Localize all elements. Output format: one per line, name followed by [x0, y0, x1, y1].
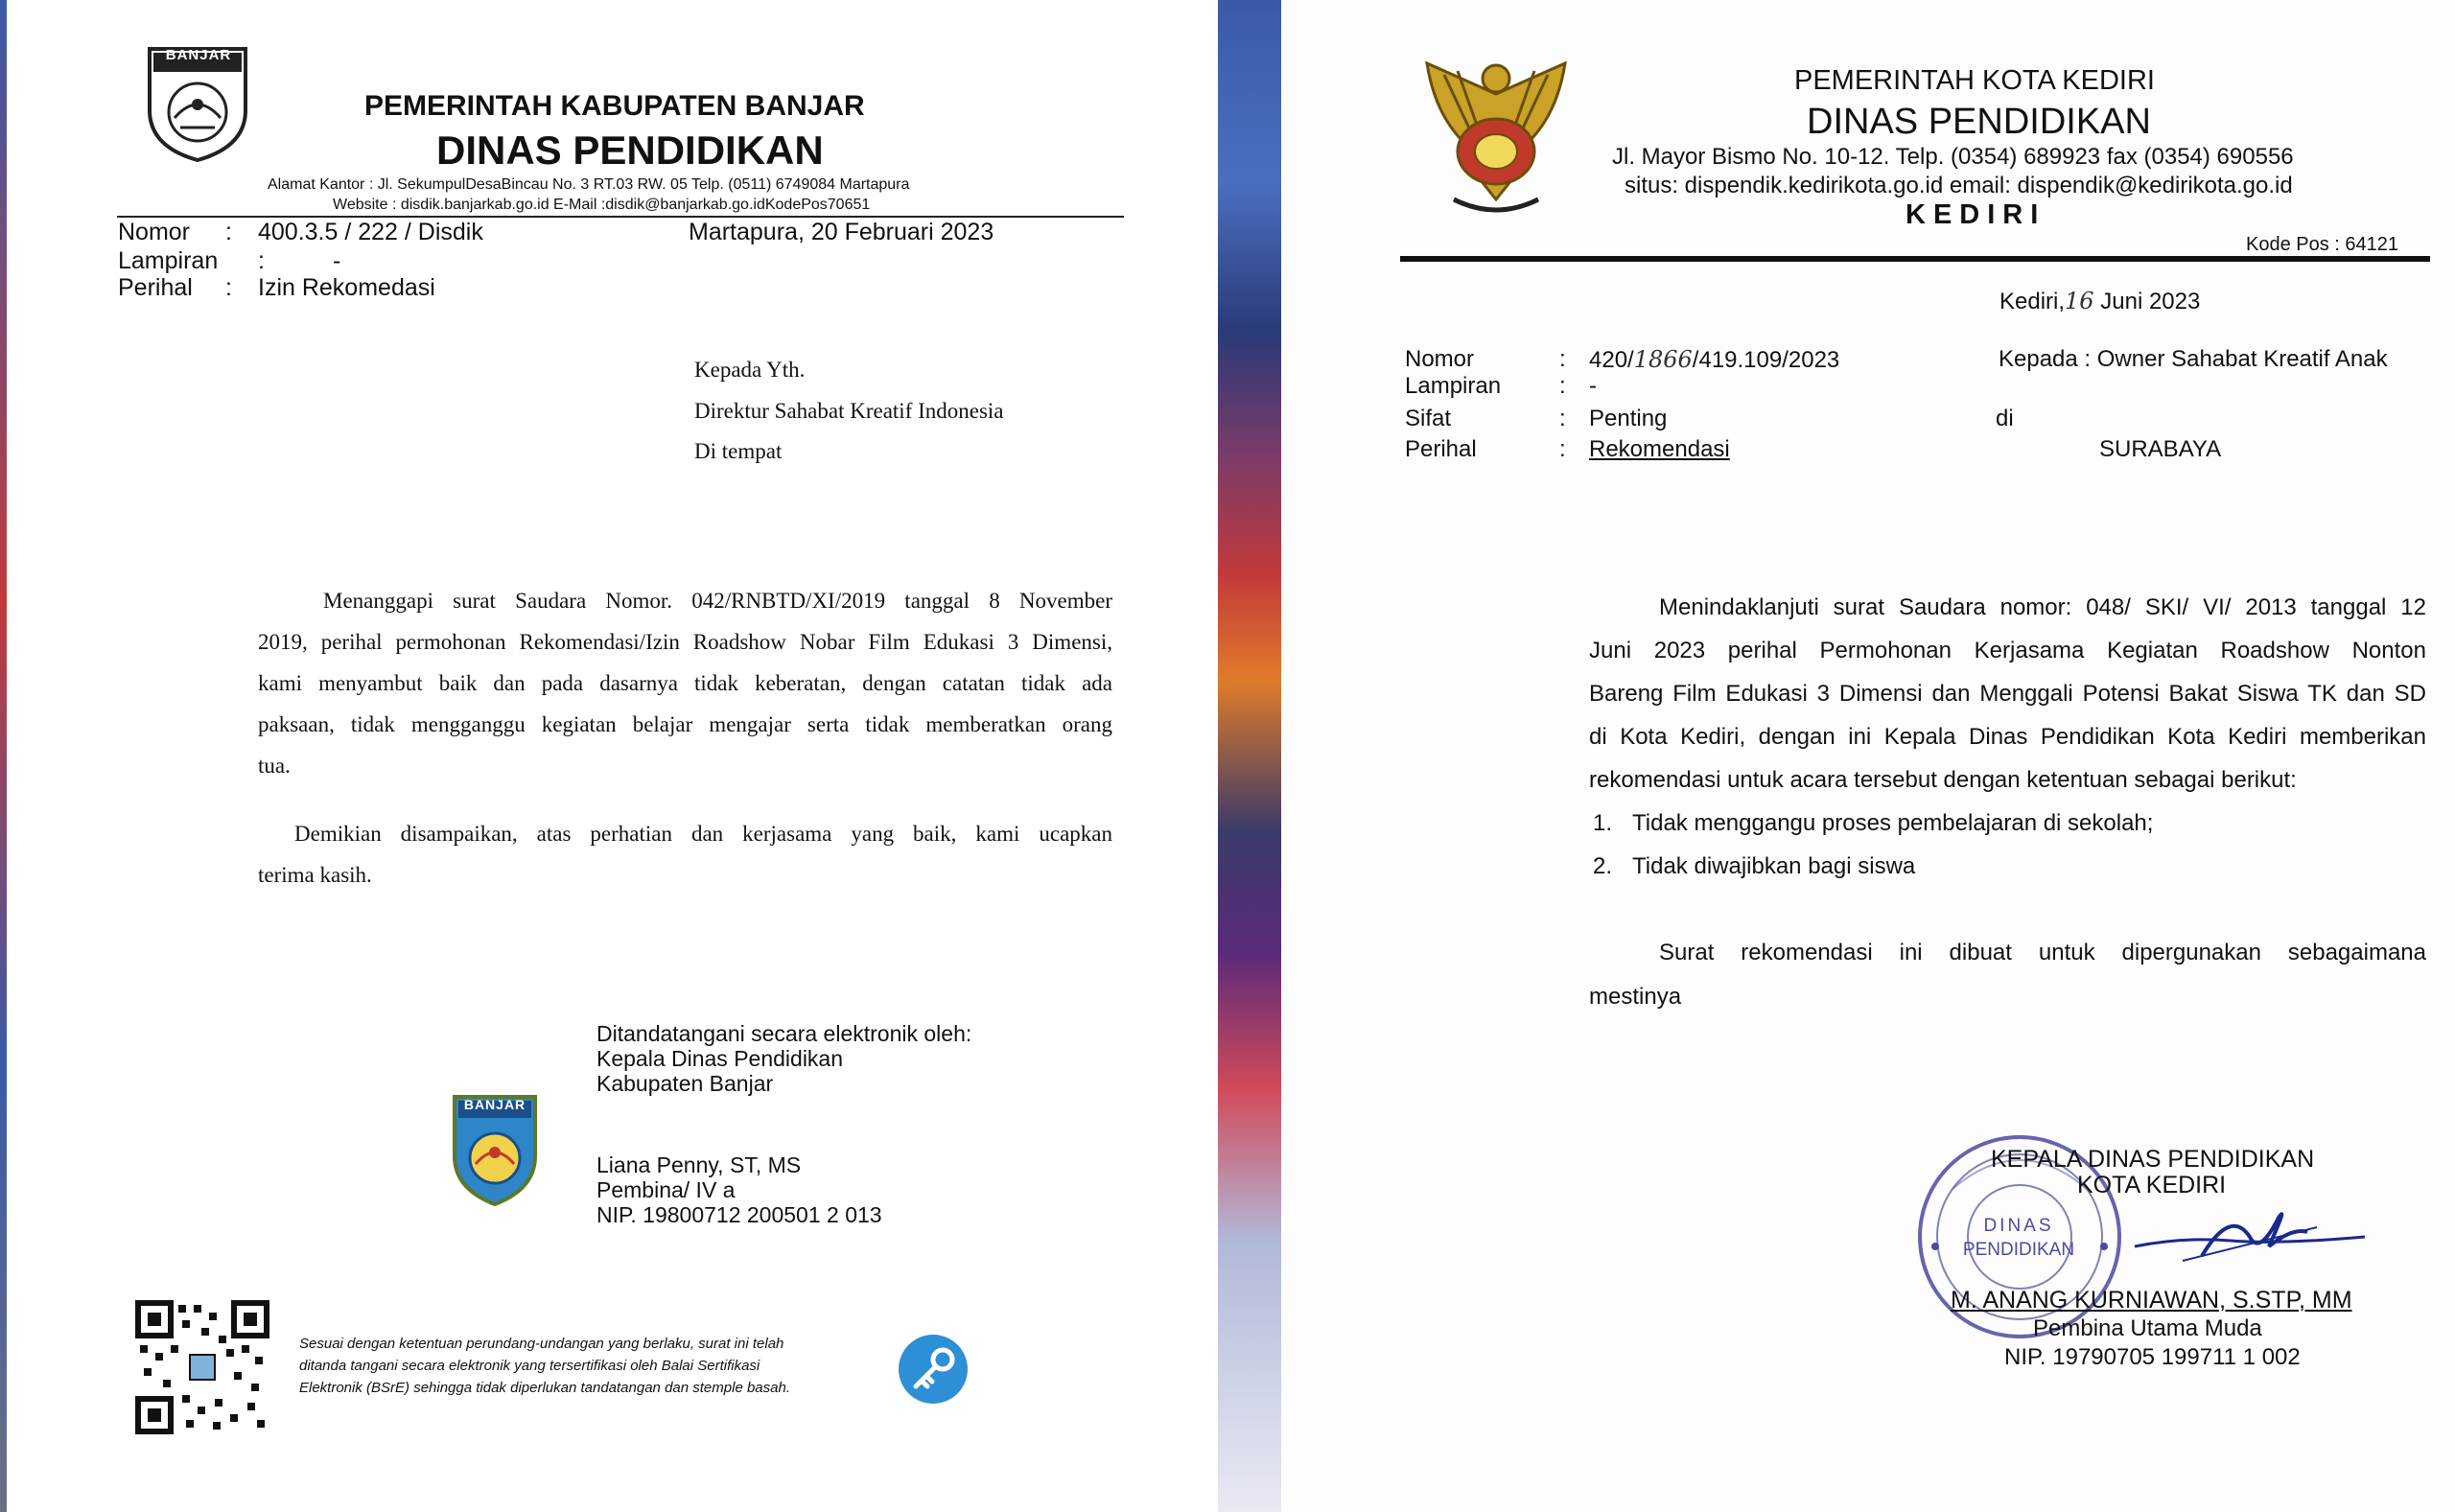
kediri-body-p1-line5: rekomendasi untuk acara tersebut dengan ketentuan sebagai berikut: [1589, 767, 2297, 793]
esign-line3: Kabupaten Banjar [596, 1071, 774, 1096]
banjar-color-logo-text: BANJAR [463, 1097, 526, 1112]
kediri-recipient: Kepada : Owner Sahabat Kreatif Anak [1999, 346, 2388, 372]
recipient-line3: Di tempat [694, 439, 783, 463]
bsre-key-icon [897, 1333, 970, 1406]
perihal-value: Izin Rekomedasi [258, 274, 435, 301]
kediri-gov-title: PEMERINTAH KOTA KEDIRI [1794, 65, 2155, 96]
letter-date: Martapura, 20 Februari 2023 [689, 219, 994, 245]
lampiran-value: - [333, 247, 341, 274]
kediri-sifat-value: Penting [1589, 406, 1668, 431]
kediri-city: KEDIRI [1906, 199, 2046, 230]
kediri-body-p1-line2: Juni 2023 perihal Permohonan Kerjasama Kegiatan Roadshow Nonton [1589, 638, 2426, 663]
perihal-sep: : [225, 274, 232, 301]
kediri-body-p2-line1: Surat rekomendasi ini dibuat untuk dipergunakan sebagaimana [1659, 940, 2426, 965]
banjar-logo-text: BANJAR [165, 47, 232, 63]
kediri-sign-title1: KEPALA DINAS PENDIDIKAN [1991, 1146, 2315, 1173]
body-p1-line1: Menanggapi surat Saudara Nomor. 042/RNBTD/XI/2019 tanggal 8 November [323, 589, 1112, 613]
garuda-emblem [1415, 56, 1577, 219]
kediri-perihal-label: Perihal [1405, 436, 1477, 462]
address-line: Alamat Kantor : Jl. SekumpulDesaBincau No. 3 RT.03 RW. 05 Telp. (0511) 6749084 Martapura [268, 176, 910, 193]
kediri-signer-nip: NIP. 19790705 199711 1 002 [2004, 1344, 2301, 1370]
kediri-signer-rank: Pembina Utama Muda [2033, 1315, 2262, 1341]
header-rule [117, 216, 1124, 218]
recipient-line2: Direktur Sahabat Kreatif Indonesia [694, 399, 1004, 423]
kediri-di: di [1996, 406, 2014, 431]
kediri-body-p2-line2: mestinya [1589, 984, 1682, 1010]
body-p1-line2: 2019, perihal permohonan Rekomendasi/Izin Roadshow Nobar Film Edukasi 3 Dimensi, [258, 630, 1112, 654]
lampiran-sep: : [258, 247, 265, 274]
signer-rank: Pembina/ IV a [596, 1177, 736, 1202]
letter-banjar [7, 0, 1218, 1512]
kediri-item-1-num: 1. [1593, 810, 1613, 836]
esign-line1: Ditandatangani secara elektronik oleh: [596, 1021, 972, 1046]
kediri-sign-title2: KOTA KEDIRI [2077, 1172, 2227, 1198]
recipient-line1: Kepada Yth. [694, 358, 806, 382]
lampiran-label: Lampiran [118, 247, 219, 274]
website-line: Website : disdik.banjarkab.go.id E-Mail :disdik@banjarkab.go.idKodePos70651 [333, 197, 871, 213]
stamp-center-line2: PENDIDIKAN [1962, 1240, 2075, 1260]
kediri-perihal-value: Rekomendasi [1589, 436, 1730, 462]
background-divider [1218, 0, 1281, 1512]
signer-name: Liana Penny, ST, MS [596, 1152, 802, 1177]
kediri-lampiran-label: Lampiran [1405, 373, 1502, 399]
perihal-label: Perihal [118, 274, 193, 301]
kediri-item-2-text: Tidak diwajibkan bagi siswa [1632, 853, 1916, 879]
kediri-perihal-sep: : [1559, 436, 1566, 462]
kediri-address: Jl. Mayor Bismo No. 10-12. Telp. (0354) 689923 fax (0354) 690556 [1612, 144, 2294, 170]
kediri-sifat-sep: : [1559, 406, 1566, 431]
body-p1-line3: kami menyambut baik dan pada dasarnya tidak keberatan, dengan catatan tidak ada [258, 671, 1112, 695]
footer-line2: ditanda tangani secara elektronik yang tersertifikasi oleh Balai Sertifikasi [299, 1358, 760, 1374]
handwritten-signature [2125, 1198, 2374, 1275]
body-p2-line2: terima kasih. [258, 863, 372, 887]
kediri-body-p1-line1: Menindaklanjuti surat Saudara nomor: 048/ SKI/ VI/ 2013 tanggal 12 [1659, 594, 2426, 620]
kediri-dept-title: DINAS PENDIDIKAN [1807, 102, 2151, 142]
kediri-nomor-sep: : [1559, 346, 1566, 372]
body-p1-line5: tua. [258, 754, 291, 778]
kediri-nomor-value: 420/1866/419.109/2023 [1589, 346, 1840, 373]
footer-line3: Elektronik (BSrE) sehingga tidak diperlukan tandatangan dan stemple basah. [299, 1380, 790, 1396]
gov-title: PEMERINTAH KABUPATEN BANJAR [364, 90, 865, 122]
kediri-signer-name: M. ANANG KURNIAWAN, S.STP, MM [1951, 1287, 2352, 1314]
body-p2-line1: Demikian disampaikan, atas perhatian dan kerjasama yang baik, kami ucapkan [294, 822, 1112, 846]
nomor-sep: : [225, 219, 232, 245]
kediri-body-p1-line4: di Kota Kediri, dengan ini Kepala Dinas Pendidikan Kota Kediri memberikan [1589, 724, 2426, 750]
kediri-lampiran-sep: : [1559, 373, 1566, 399]
kediri-header-rule [1400, 256, 2430, 262]
kediri-body-p1-line3: Bareng Film Edukasi 3 Dimensi dan Menggali Potensi Bakat Siswa TK dan SD [1589, 681, 2426, 707]
kediri-item-1-text: Tidak menggangu proses pembelajaran di sekolah; [1632, 810, 2154, 836]
letter-kediri [1281, 0, 2455, 1512]
stamp-center-line1: DINAS [1983, 1216, 2054, 1236]
kediri-nomor-label: Nomor [1405, 346, 1475, 372]
body-p1-line4: paksaan, tidak mengganggu kegiatan belajar mengajar serta tidak memberatkan orang [258, 712, 1112, 736]
nomor-label: Nomor [118, 219, 191, 245]
kediri-site: situs: dispendik.kedirikota.go.id email: dispendik@kedirikota.go.id [1625, 173, 2293, 198]
kediri-recipient-city: SURABAYA [2099, 436, 2222, 462]
background-edge [0, 0, 7, 1512]
kediri-sifat-label: Sifat [1405, 406, 1452, 431]
kediri-kode-pos: Kode Pos : 64121 [2246, 234, 2399, 255]
kediri-lampiran-value: - [1589, 373, 1597, 399]
kediri-item-2-num: 2. [1593, 853, 1613, 879]
signer-nip: NIP. 19800712 200501 2 013 [596, 1202, 882, 1227]
qr-code [134, 1299, 270, 1435]
kediri-date: Kediri,16 Juni 2023 [1999, 288, 2201, 314]
nomor-value: 400.3.5 / 222 / Disdik [258, 219, 483, 245]
esign-line2: Kepala Dinas Pendidikan [596, 1046, 844, 1071]
dept-title: DINAS PENDIDIKAN [436, 128, 824, 173]
footer-line1: Sesuai dengan ketentuan perundang-undangan yang berlaku, surat ini telah [299, 1336, 784, 1352]
